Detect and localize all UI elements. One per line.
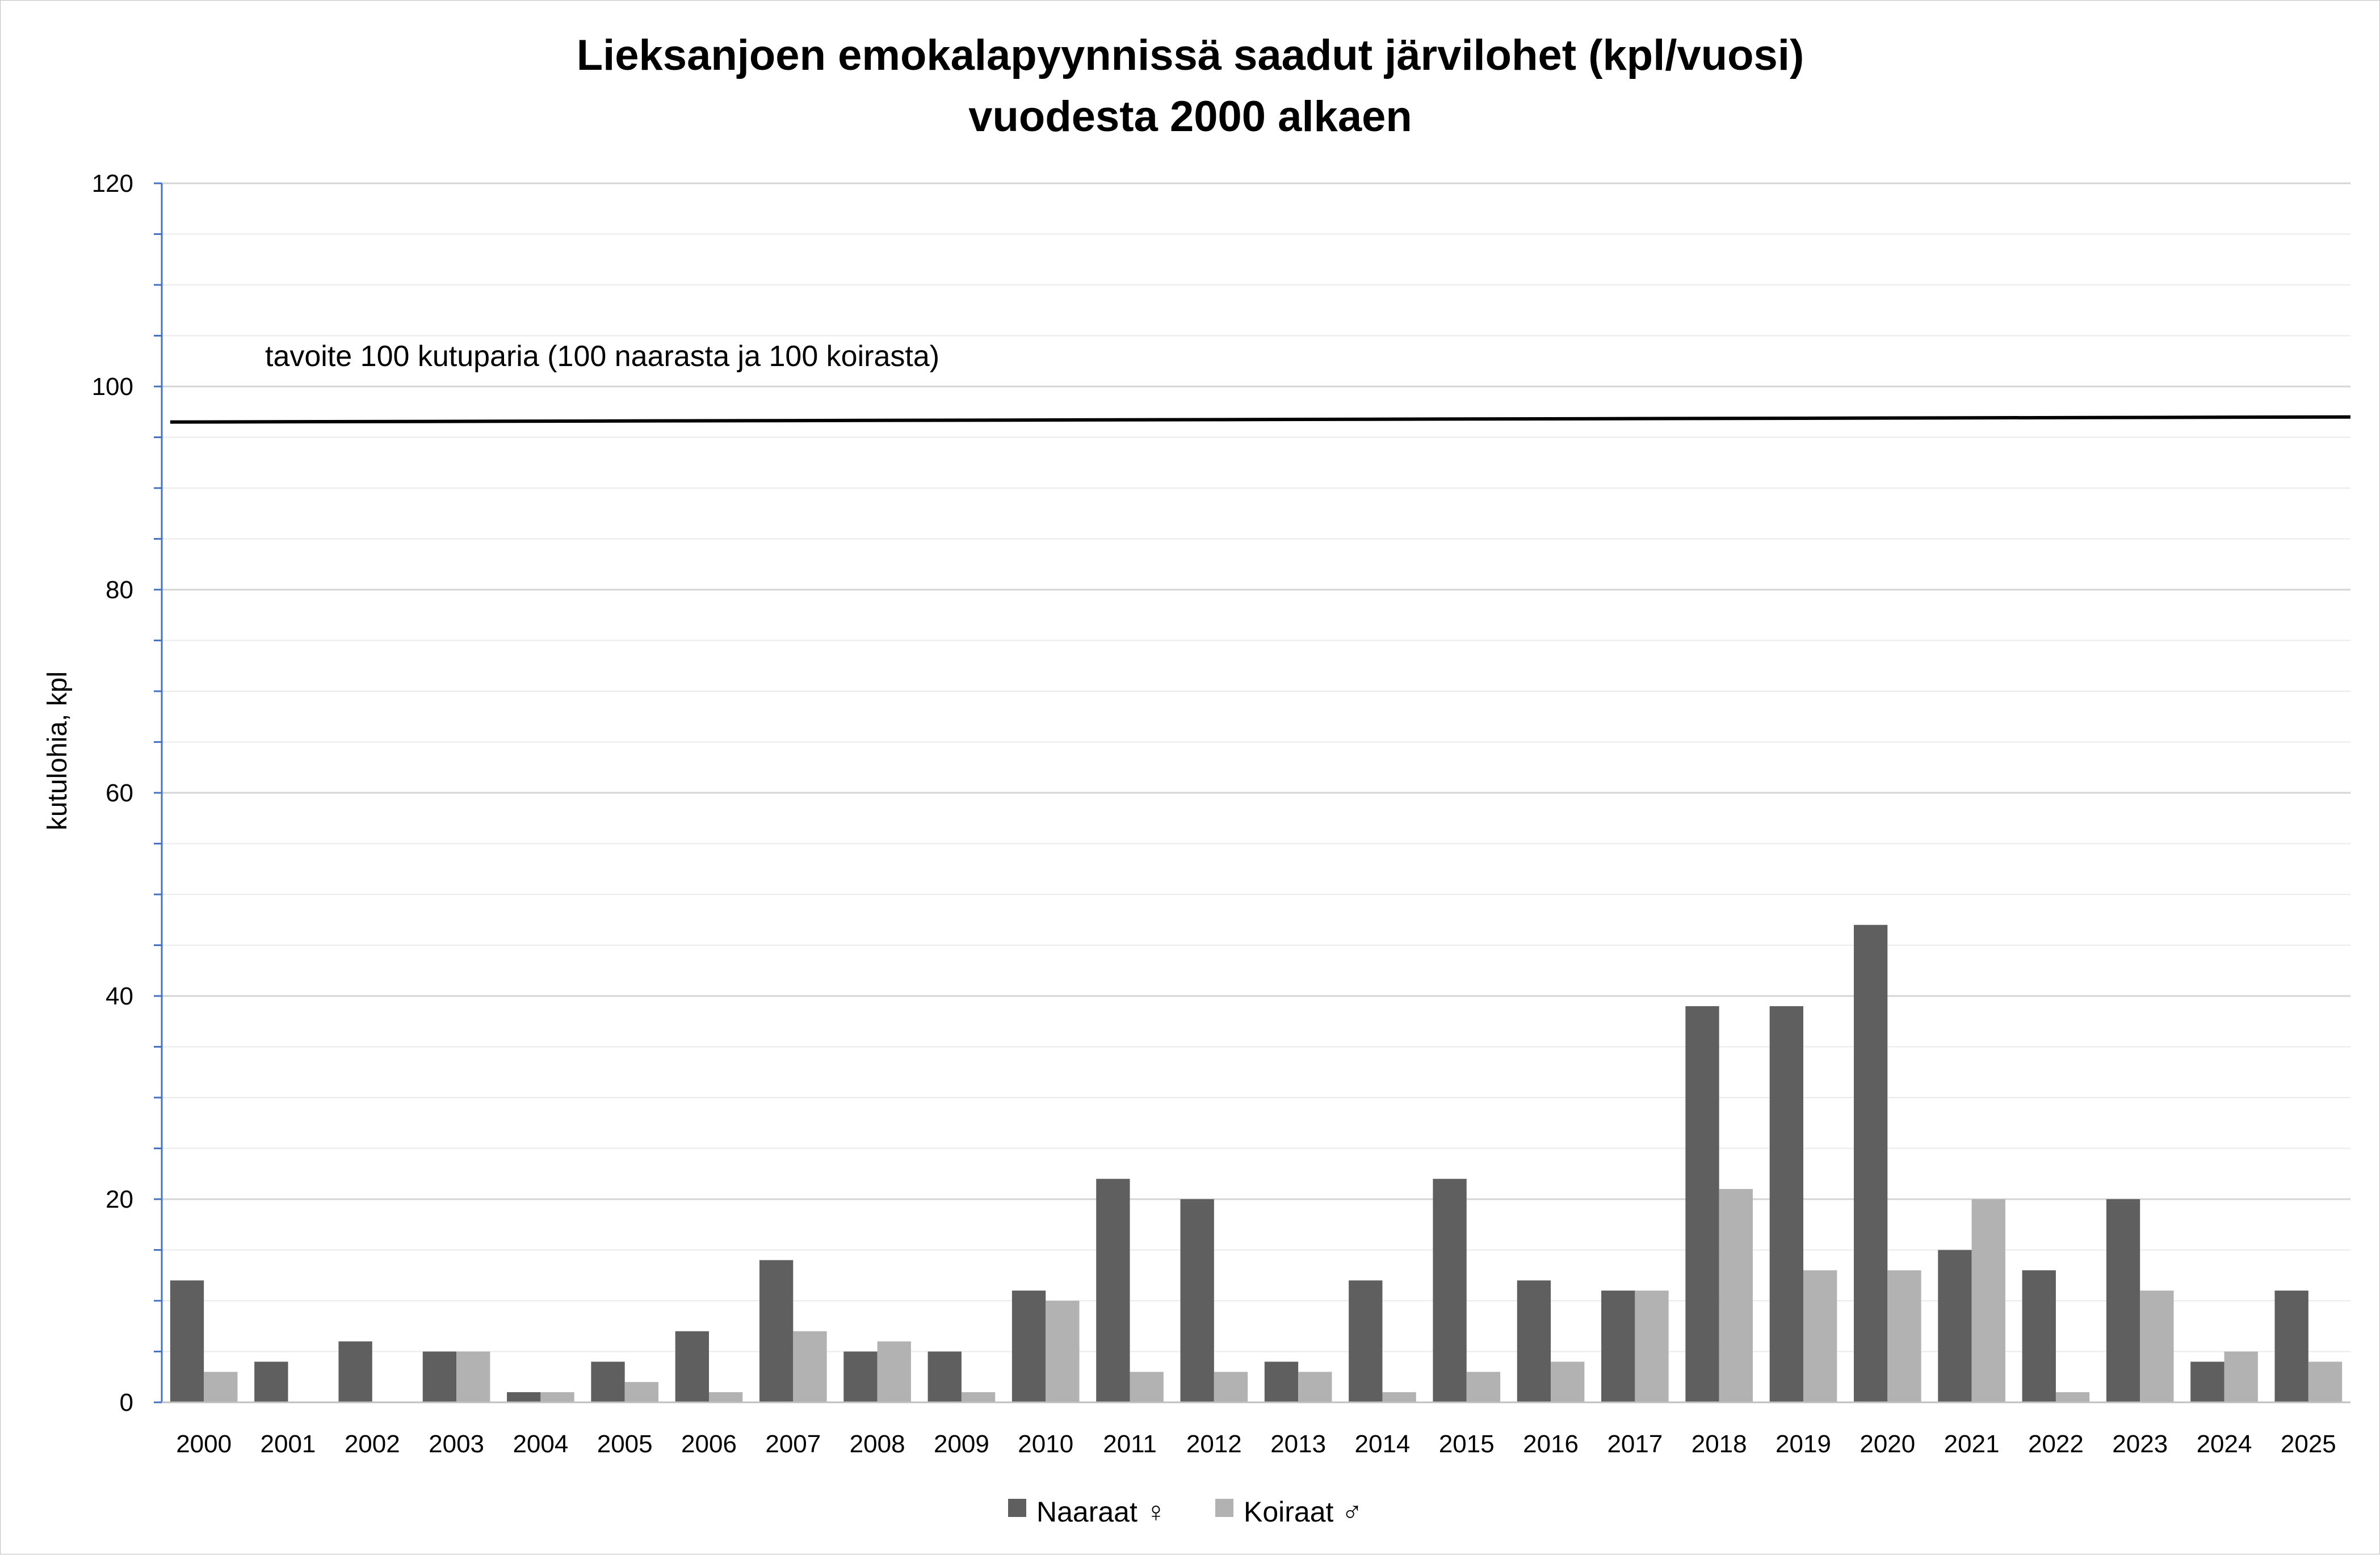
bar-naaraat-2015	[1433, 1179, 1466, 1402]
x-tick-label: 2019	[1775, 1430, 1831, 1458]
x-tick-label: 2002	[344, 1430, 400, 1458]
bar-koiraat-2020	[1887, 1270, 1921, 1402]
bar-naaraat-2025	[2275, 1291, 2308, 1402]
x-tick-label: 2000	[176, 1430, 232, 1458]
bar-naaraat-2020	[1854, 925, 1887, 1402]
legend-swatch-naaraat	[1008, 1499, 1026, 1517]
bar-koiraat-2005	[625, 1382, 658, 1402]
bar-naaraat-2014	[1349, 1280, 1382, 1402]
x-tick-label: 2010	[1018, 1430, 1074, 1458]
bar-naaraat-2023	[2106, 1199, 2140, 1402]
bar-naaraat-2021	[1938, 1250, 1971, 1403]
bar-naaraat-2018	[1685, 1006, 1719, 1402]
bar-koiraat-2009	[962, 1392, 995, 1402]
bar-koiraat-2004	[540, 1392, 574, 1402]
legend-label-koiraat: Koiraat ♂	[1244, 1496, 1363, 1528]
x-tick-label: 2008	[849, 1430, 905, 1458]
bar-naaraat-2009	[928, 1352, 962, 1403]
bar-naaraat-2022	[2022, 1270, 2056, 1402]
bar-koiraat-2011	[1130, 1372, 1164, 1402]
target-line	[170, 417, 2350, 422]
chart-subtitle: vuodesta 2000 alkaen	[968, 93, 1412, 141]
bar-koiraat-2013	[1298, 1372, 1332, 1402]
bar-naaraat-2011	[1096, 1179, 1130, 1402]
x-tick-label: 2009	[933, 1430, 989, 1458]
x-tick-label: 2025	[2280, 1430, 2336, 1458]
bar-koiraat-2006	[709, 1392, 742, 1402]
x-tick-label: 2012	[1186, 1430, 1242, 1458]
bar-naaraat-2019	[1770, 1006, 1803, 1402]
bar-koiraat-2021	[1972, 1199, 2005, 1402]
x-tick-label: 2014	[1354, 1430, 1411, 1458]
bar-koiraat-2022	[2056, 1392, 2089, 1402]
x-tick-label: 2018	[1691, 1430, 1747, 1458]
bar-koiraat-2007	[793, 1331, 826, 1402]
bar-koiraat-2016	[1551, 1361, 1584, 1402]
y-tick-label: 100	[91, 373, 133, 401]
bar-koiraat-2018	[1719, 1189, 1753, 1402]
chart-title: Lieksanjoen emokalapyynnissä saadut järvilohet (kpl/vuosi)	[576, 31, 1804, 79]
bar-koiraat-2024	[2224, 1352, 2258, 1403]
x-tick-label: 2006	[681, 1430, 737, 1458]
x-tick-label: 2021	[1944, 1430, 2000, 1458]
bar-naaraat-2017	[1601, 1291, 1635, 1402]
x-tick-label: 2017	[1607, 1430, 1663, 1458]
y-axis-title: kutulohia, kpl	[43, 671, 73, 831]
legend	[1008, 1496, 1363, 1528]
bar-koiraat-2017	[1635, 1291, 1668, 1402]
bar-naaraat-2004	[507, 1392, 540, 1402]
bar-koiraat-2019	[1803, 1270, 1837, 1402]
x-tick-label: 2007	[765, 1430, 821, 1458]
bar-koiraat-2008	[878, 1342, 911, 1402]
bar-naaraat-2006	[675, 1331, 709, 1402]
bar-naaraat-2000	[170, 1280, 204, 1402]
bar-naaraat-2003	[423, 1352, 456, 1403]
x-tick-label: 2015	[1438, 1430, 1495, 1458]
bar-koiraat-2015	[1467, 1372, 1500, 1402]
x-tick-label: 2024	[2196, 1430, 2252, 1458]
bar-koiraat-2012	[1214, 1372, 1248, 1402]
x-tick-label: 2005	[597, 1430, 653, 1458]
bar-naaraat-2016	[1517, 1280, 1551, 1402]
y-tick-label: 20	[106, 1186, 133, 1213]
x-tick-label: 2013	[1270, 1430, 1327, 1458]
x-tick-label: 2016	[1523, 1430, 1579, 1458]
y-tick-label: 120	[91, 170, 133, 197]
bar-naaraat-2024	[2190, 1361, 2224, 1402]
x-tick-label: 2023	[2112, 1430, 2168, 1458]
target-line-label: tavoite 100 kutuparia (100 naarasta ja 100 koirasta)	[265, 340, 940, 373]
bar-naaraat-2010	[1012, 1291, 1046, 1402]
x-tick-label: 2020	[1859, 1430, 1916, 1458]
bar-koiraat-2025	[2308, 1361, 2342, 1402]
x-tick-label: 2003	[429, 1430, 485, 1458]
bar-koiraat-2010	[1046, 1301, 1079, 1402]
target-line-group	[170, 417, 2350, 422]
bar-koiraat-2014	[1382, 1392, 1416, 1402]
bar-naaraat-2002	[338, 1342, 372, 1402]
bar-naaraat-2013	[1265, 1361, 1298, 1402]
bar-naaraat-2001	[254, 1361, 288, 1402]
y-tick-label: 80	[106, 576, 133, 604]
x-tick-label: 2022	[2028, 1430, 2084, 1458]
bar-koiraat-2003	[456, 1352, 490, 1403]
legend-label-naaraat: Naaraat ♀	[1036, 1496, 1167, 1528]
bar-chart	[1, 1, 2380, 1555]
x-tick-label: 2001	[260, 1430, 316, 1458]
y-tick-label: 0	[119, 1389, 133, 1417]
y-tick-label: 60	[106, 779, 133, 807]
bar-naaraat-2007	[759, 1260, 793, 1402]
x-tick-label: 2004	[513, 1430, 569, 1458]
legend-swatch-koiraat	[1215, 1499, 1233, 1517]
x-tick-label: 2011	[1103, 1430, 1157, 1458]
bar-koiraat-2023	[2140, 1291, 2173, 1402]
bar-naaraat-2012	[1181, 1199, 1214, 1402]
y-tick-label: 40	[106, 982, 133, 1010]
bar-naaraat-2005	[591, 1361, 624, 1402]
bar-koiraat-2000	[204, 1372, 237, 1402]
bar-naaraat-2008	[843, 1352, 877, 1403]
